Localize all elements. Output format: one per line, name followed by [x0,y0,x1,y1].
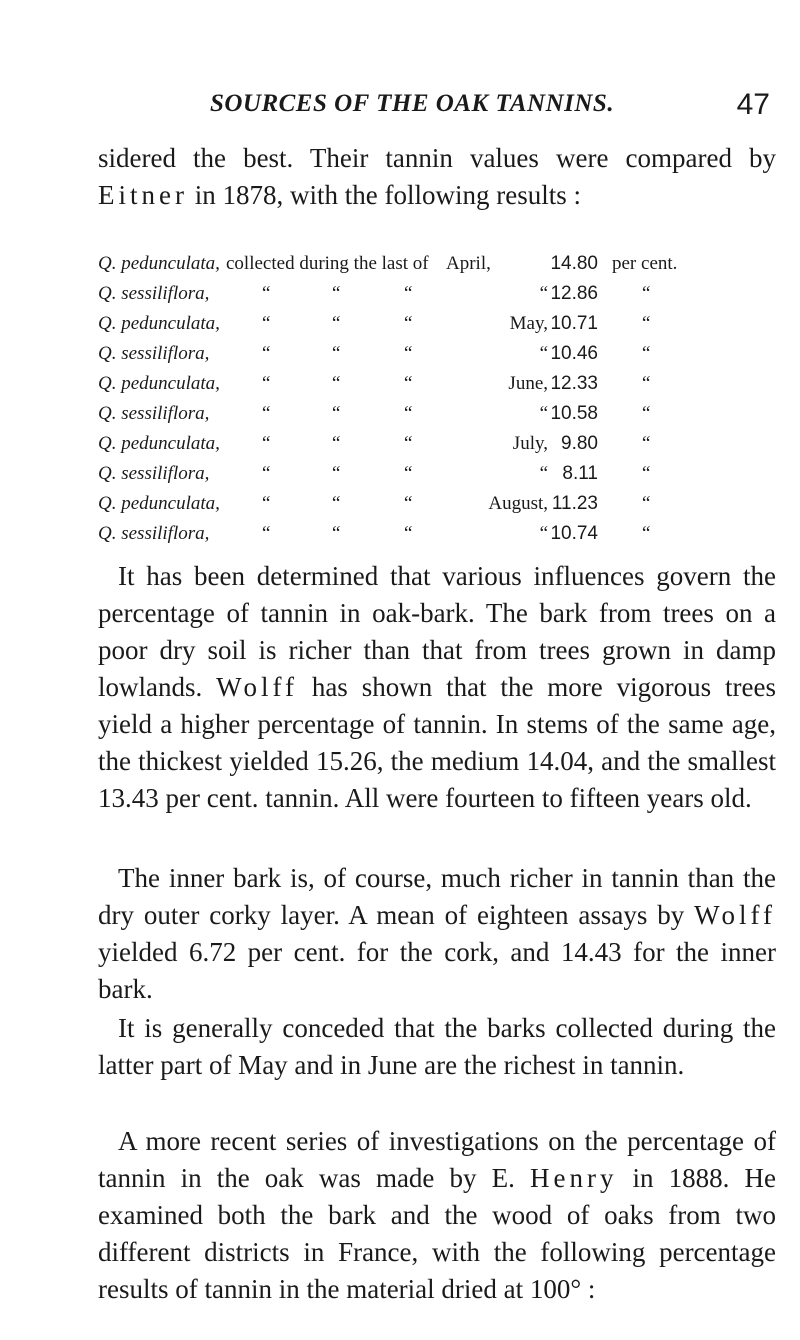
table-row [98,493,788,523]
page-header [96,90,772,124]
author-wolff-2: Wolff [694,900,776,930]
month-cell: July, [512,433,548,454]
ditto-mark: “ [642,373,651,394]
ditto-mark: “ [404,403,413,424]
species-cell: Q. pedunculata, [98,373,220,394]
author-henry: Henry [529,1163,618,1193]
species-cell: Q. pedunculata, [98,433,220,454]
month-cell: May, [509,313,548,334]
ditto-mark: “ [262,373,271,394]
table-row [98,343,788,373]
month-cell: “ [539,283,548,304]
ditto-mark: “ [642,313,651,334]
value-cell: 10.58 [550,403,598,424]
para5-text-after: in 1888. He examined both the bark and the wood of oaks from two different districts in France, with the following percentage results of tannin in the material dried at 100° : [98,1163,776,1304]
table-row [98,253,788,283]
value-cell: 10.71 [550,313,598,334]
month-cell: “ [539,463,548,484]
ditto-mark: “ [404,493,413,514]
species-cell: Q. pedunculata, [98,493,220,514]
table-row [98,403,788,433]
ditto-mark: “ [262,403,271,424]
author-eitner: Eitner [98,180,188,210]
month-cell: “ [539,523,548,544]
ditto-mark: “ [332,343,341,364]
ditto-mark: “ [404,283,413,304]
ditto-mark: “ [332,373,341,394]
month-cell: June, [508,373,548,394]
species-cell: Q. pedunculata, [98,253,220,274]
month-cell: “ [539,403,548,424]
table-row [98,313,788,343]
influences-paragraph [98,558,776,817]
ditto-mark: “ [642,433,651,454]
species-cell: Q. pedunculata, [98,313,220,334]
author-wolff: Wolff [216,672,298,702]
ditto-mark: “ [332,463,341,484]
ditto-mark: “ [332,313,341,334]
tannin-results-table [98,253,788,553]
month-cell: “ [539,343,548,364]
ditto-mark: “ [332,283,341,304]
ditto-mark: “ [262,463,271,484]
intro-paragraph [98,140,776,214]
para2-text-before: It has been determined that various influences govern the percentage of tannin in oak-bark. The bark from trees on a poor dry soil is richer than that from trees grown in damp lowlands. [98,561,776,702]
ditto-mark: “ [332,403,341,424]
para2-text-after: has shown that the more vigorous trees yield a higher percentage of tannin. In stems of the same age, the thickest yielded 15.26, the medium 14.04, and the smallest 13.43 per cent. tannin. All were fourteen to fifteen years old. [98,672,776,813]
collection-season-paragraph: It is generally conceded that the barks collected during the latter part of May and in June are the richest in tannin. [98,1013,776,1080]
table-row [98,463,788,493]
ditto-mark: “ [404,373,413,394]
value-cell: 12.33 [550,373,598,394]
para3-text-before: The inner bark is, of course, much richer in tannin than the dry outer corky layer. A mean of eighteen assays by [98,863,776,930]
ditto-mark: “ [262,493,271,514]
ditto-mark: “ [332,433,341,454]
value-cell: 12.86 [550,283,598,304]
species-cell: Q. sessiliflora, [98,463,210,484]
value-cell: 11.23 [551,493,598,514]
para5-text-before: A more recent series of investigations on the percentage of tannin in the oak was made by E. [98,1126,776,1193]
ditto-mark: “ [642,493,651,514]
ditto-mark: “ [642,283,651,304]
ditto-mark: “ [404,433,413,454]
inner-bark-paragraph [98,860,776,1008]
page-number: 47 [736,88,770,121]
species-cell: Q. sessiliflora, [98,403,210,424]
species-cell: Q. sessiliflora, [98,343,210,364]
ditto-mark: “ [262,343,271,364]
species-cell: Q. sessiliflora, [98,523,210,544]
ditto-mark: “ [642,523,651,544]
para3-text-after: yielded 6.72 per cent. for the cork, and 14.43 for the inner bark. [98,937,776,1004]
ditto-mark: “ [642,343,651,364]
ditto-mark: “ [642,463,651,484]
value-cell: 10.46 [550,343,598,364]
collected-phrase: collected during the last of [226,253,429,274]
ditto-mark: “ [262,313,271,334]
ditto-mark: “ [262,433,271,454]
intro-text-before: sidered the best. Their tannin values were compared by [98,143,776,173]
value-cell: 14.80 [550,253,598,274]
ditto-mark: “ [262,283,271,304]
ditto-mark: “ [404,523,413,544]
ditto-mark: “ [262,523,271,544]
table-row [98,523,788,553]
table-row [98,433,788,463]
running-head: SOURCES OF THE OAK TANNINS. [209,90,615,117]
ditto-mark: “ [332,523,341,544]
species-cell: Q. sessiliflora, [98,283,210,304]
ditto-mark: “ [404,463,413,484]
ditto-mark: “ [332,493,341,514]
value-cell: 9.80 [561,433,598,454]
ditto-mark: “ [404,343,413,364]
intro-text-after: in 1878, with the following results : [187,180,581,210]
unit-label: per cent. [612,253,678,274]
month-cell: August, [488,493,548,514]
ditto-mark: “ [642,403,651,424]
month-cell: April, [446,253,491,274]
table-row [98,373,788,403]
ditto-mark: “ [404,313,413,334]
value-cell: 10.74 [550,523,598,544]
henry-paragraph [98,1123,776,1308]
table-row [98,283,788,313]
value-cell: 8.11 [562,463,598,484]
